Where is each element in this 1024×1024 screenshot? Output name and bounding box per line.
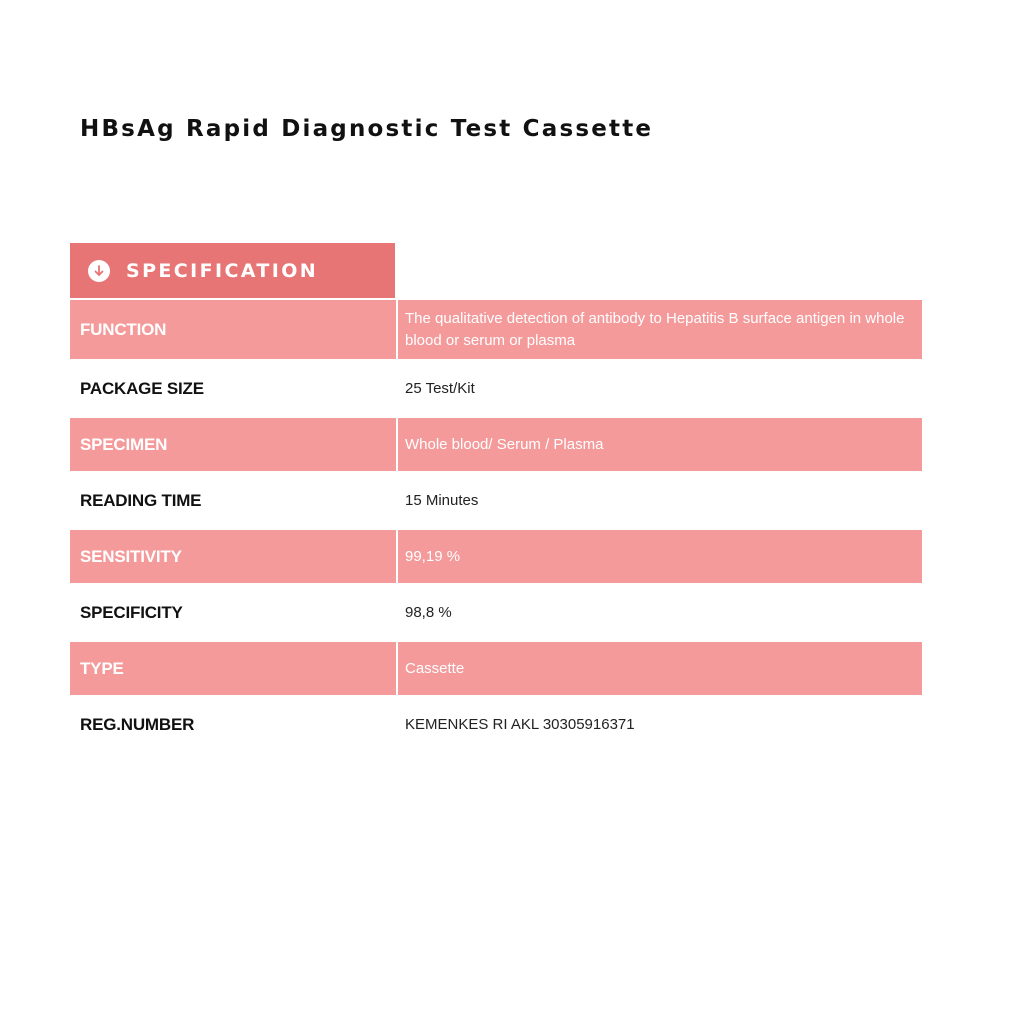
table-row-package-size: [70, 359, 922, 418]
table-row-reg-number: [70, 695, 922, 754]
row-value: Cassette: [396, 642, 922, 695]
row-value: 25 Test/Kit: [405, 379, 475, 397]
table-row-reading-time: [70, 471, 922, 530]
row-value: 15 Minutes: [405, 491, 479, 509]
row-value: KEMENKES RI AKL 30305916371: [405, 715, 635, 733]
table-row-function: [70, 300, 922, 359]
specification-title: SPECIFICATION: [126, 259, 319, 282]
row-label: READING TIME: [80, 490, 202, 510]
row-label: PACKAGE SIZE: [80, 378, 204, 398]
specification-table: [70, 300, 922, 754]
table-row-specificity: [70, 583, 922, 642]
row-label: SENSITIVITY: [70, 530, 396, 583]
row-label: SPECIFICITY: [80, 602, 183, 622]
table-row-type: [70, 642, 922, 695]
arrow-down-circle-icon: [88, 260, 110, 282]
table-row-sensitivity: [70, 530, 922, 583]
row-label: TYPE: [70, 642, 396, 695]
row-value: 99,19 %: [396, 530, 922, 583]
row-label: FUNCTION: [70, 300, 396, 359]
page-title: HBsAg Rapid Diagnostic Test Cassette: [80, 116, 654, 142]
specification-header: [70, 243, 395, 298]
row-value: The qualitative detection of antibody to Hepatitis B surface antigen in whole blood or serum or plasma: [396, 300, 922, 359]
row-label: REG.NUMBER: [80, 714, 195, 734]
table-row-specimen: [70, 418, 922, 471]
row-value: Whole blood/ Serum / Plasma: [396, 418, 922, 471]
row-value: 98,8 %: [405, 603, 452, 621]
row-label: SPECIMEN: [70, 418, 396, 471]
